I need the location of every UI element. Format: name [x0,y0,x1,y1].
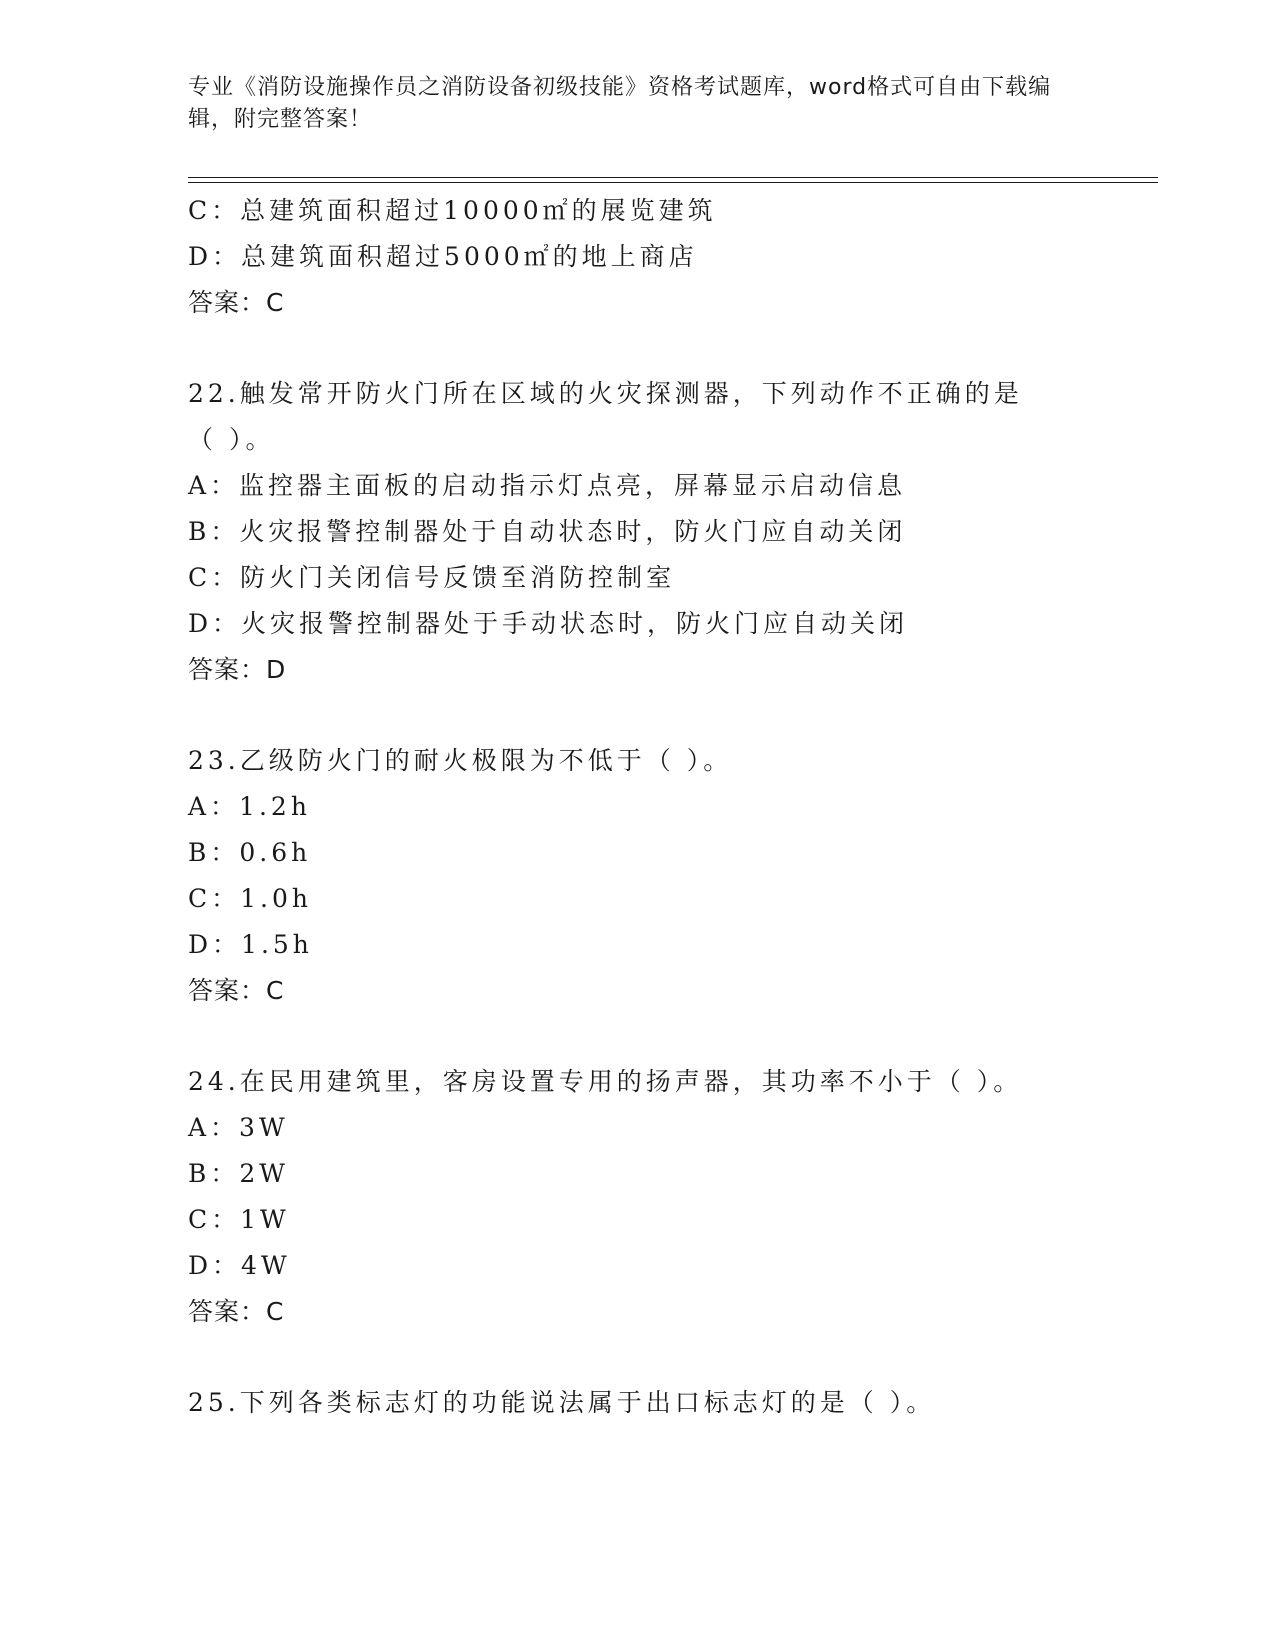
question-stem: 23.乙级防火门的耐火极限为不低于（ ）。 [188,746,733,775]
question-stem: 22.触发常开防火门所在区域的火灾探测器，下列动作不正确的是（ ）。 [188,379,1023,454]
question-23 [188,738,1088,1014]
question-stem: 24.在民用建筑里，客房设置专用的扬声器，其功率不小于（ ）。 [188,1067,1023,1096]
question-22 [188,371,1088,693]
option-c: C：1.0h [188,884,312,913]
option-b: B：2W [188,1159,289,1188]
answer: 答案：C [188,976,285,1005]
option-d: D：火灾报警控制器处于手动状态时，防火门应自动关闭 [188,609,909,638]
question-25 [188,1380,1088,1426]
option-a: A：1.2h [188,792,311,821]
question-stem: 25.下列各类标志灯的功能说法属于出口标志灯的是（ ）。 [188,1388,936,1417]
option-b: B：0.6h [188,838,312,867]
answer: 答案：C [188,1297,285,1326]
header-rule-bottom [188,182,1158,183]
previous-question-tail [188,188,1088,326]
option-a: A：监控器主面板的启动指示灯点亮，屏幕显示启动信息 [188,471,907,500]
header-rule-top [188,177,1158,178]
answer: 答案：C [188,288,285,317]
document-body [188,188,1088,1426]
document-header: 专业《消防设施操作员之消防设备初级技能》资格考试题库，word格式可自由下载编辑，附完整答案！ [188,75,1052,132]
option-b: B：火灾报警控制器处于自动状态时，防火门应自动关闭 [188,517,907,546]
option-d: D：1.5h [188,930,313,959]
option-c: C：防火门关闭信号反馈至消防控制室 [188,563,676,592]
question-24 [188,1059,1088,1335]
answer: 答案：D [188,655,287,684]
option-d: D：总建筑面积超过5000㎡的地上商店 [188,242,698,271]
option-a: A：3W [188,1113,289,1142]
option-c: C：1W [188,1205,290,1234]
option-c: C：总建筑面积超过10000㎡的展览建筑 [188,196,717,225]
option-d: D：4W [188,1251,291,1280]
